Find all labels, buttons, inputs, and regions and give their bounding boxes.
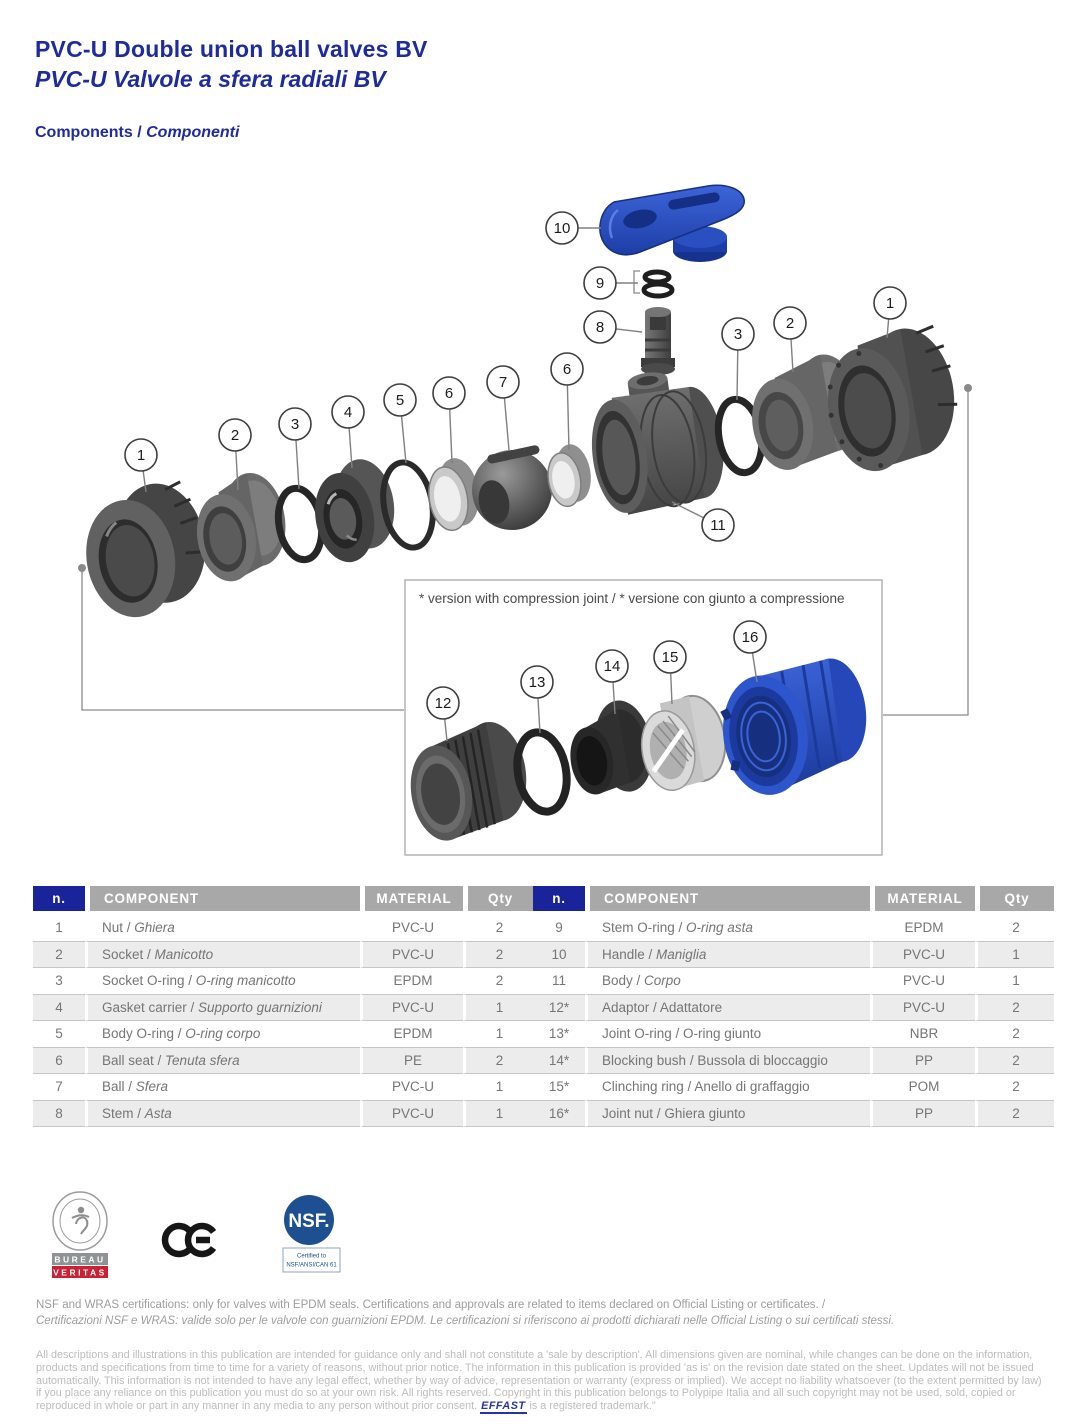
- header-qty: Qty: [463, 886, 533, 915]
- svg-text:3: 3: [290, 416, 300, 433]
- svg-text:2: 2: [230, 427, 240, 444]
- page-title: PVC-U Double union ball valves BV: [35, 36, 428, 62]
- callout-3: [279, 408, 311, 489]
- cell-number: 3: [33, 968, 85, 995]
- cell-component: Ball / Sfera: [85, 1074, 360, 1101]
- table-row: [33, 942, 533, 969]
- cell-material: POM: [870, 1074, 975, 1101]
- callout-10: [546, 212, 601, 244]
- cell-material: PVC-U: [870, 968, 975, 995]
- table-header-row: [33, 886, 533, 915]
- cell-number: 16*: [533, 1101, 585, 1128]
- callout-4: [332, 396, 364, 468]
- cell-qty: 1: [463, 1074, 533, 1101]
- section-heading-sep: /: [132, 124, 147, 141]
- table-row: [33, 1048, 533, 1075]
- page-subtitle: PVC-U Valvole a sfera radiali BV: [35, 66, 386, 92]
- cell-qty: 1: [463, 1101, 533, 1128]
- cell-material: PVC-U: [360, 995, 463, 1022]
- cell-number: 6: [33, 1048, 85, 1075]
- cell-material: PVC-U: [870, 942, 975, 969]
- veritas-figure-icon: [78, 1207, 84, 1213]
- cell-qty: 1: [975, 968, 1054, 995]
- cell-qty: 1: [975, 942, 1054, 969]
- svg-text:16: 16: [741, 629, 759, 646]
- part-nut-right: [816, 322, 966, 478]
- part-body: [582, 364, 731, 519]
- table-row: [33, 1021, 533, 1048]
- cell-material: PVC-U: [360, 1074, 463, 1101]
- cell-material: PE: [360, 1048, 463, 1075]
- cell-component: Body / Corpo: [585, 968, 870, 995]
- cell-component: Handle / Maniglia: [585, 942, 870, 969]
- cell-number: 10: [533, 942, 585, 969]
- svg-text:13: 13: [528, 674, 546, 691]
- header-qty: Qty: [975, 886, 1054, 915]
- svg-text:2: 2: [785, 315, 795, 332]
- certification-note: [36, 1297, 1036, 1329]
- header-n: n.: [533, 886, 585, 915]
- cell-material: PVC-U: [360, 942, 463, 969]
- table-row: [33, 1101, 533, 1128]
- cell-component: Joint O-ring / O-ring giunto: [585, 1021, 870, 1048]
- section-heading-en: Components: [35, 124, 133, 141]
- cell-material: EPDM: [360, 968, 463, 995]
- cell-number: 12*: [533, 995, 585, 1022]
- cell-material: EPDM: [360, 1021, 463, 1048]
- part-nut-left: [75, 476, 216, 624]
- cell-component: Gasket carrier / Supporto guarnizioni: [85, 995, 360, 1022]
- cell-qty: 2: [975, 1074, 1054, 1101]
- section-heading-it: Componenti: [146, 124, 240, 141]
- header-component: COMPONENT: [585, 886, 870, 915]
- cell-qty: 2: [463, 1048, 533, 1075]
- cell-number: 15*: [533, 1074, 585, 1101]
- cell-qty: 1: [463, 1021, 533, 1048]
- cell-component: Socket O-ring / O-ring manicotto: [85, 968, 360, 995]
- cell-qty: 2: [975, 1048, 1054, 1075]
- svg-text:1: 1: [136, 447, 146, 464]
- table-row: [533, 915, 1054, 942]
- cell-component: Body O-ring / O-ring corpo: [85, 1021, 360, 1048]
- svg-text:VERITAS: VERITAS: [53, 1267, 107, 1278]
- certification-note-it: Certificazioni NSF e WRAS: valide solo per le valvole con guarnizioni EPDM. Le certificazioni si riferiscono ai prodotti dichiarati nelle Official Listing o sui certificati stessi.: [36, 1315, 895, 1327]
- bureau-veritas-logo: [52, 1192, 108, 1278]
- cell-number: 13*: [533, 1021, 585, 1048]
- cell-component: Adaptor / Adattatore: [585, 995, 870, 1022]
- cell-material: NBR: [870, 1021, 975, 1048]
- table-row: [33, 915, 533, 942]
- table-row: [533, 942, 1054, 969]
- svg-text:4: 4: [343, 404, 353, 421]
- inset-note: * version with compression joint / * versione con giunto a compressione: [419, 591, 845, 606]
- svg-text:8: 8: [595, 319, 605, 336]
- part-stem-orings: [634, 271, 672, 296]
- cell-qty: 2: [975, 1021, 1054, 1048]
- cell-number: 9: [533, 915, 585, 942]
- cell-material: PVC-U: [360, 1101, 463, 1128]
- effast-logo: EFFAST: [481, 1400, 526, 1413]
- svg-text:3: 3: [733, 326, 743, 343]
- cell-component: Nut / Ghiera: [85, 915, 360, 942]
- cell-material: PVC-U: [360, 915, 463, 942]
- table-row: [33, 968, 533, 995]
- svg-text:Certified to: Certified to: [296, 1253, 327, 1260]
- disclaimer-text-end: is a registered trademark.": [526, 1400, 656, 1413]
- cell-number: 1: [33, 915, 85, 942]
- cell-number: 7: [33, 1074, 85, 1101]
- svg-text:6: 6: [444, 385, 454, 402]
- cell-qty: 2: [975, 995, 1054, 1022]
- cell-material: PP: [870, 1048, 975, 1075]
- header-material: MATERIAL: [360, 886, 463, 915]
- cell-number: 4: [33, 995, 85, 1022]
- part-stem: [641, 307, 675, 375]
- table-row: [533, 1101, 1054, 1128]
- cell-component: Stem / Asta: [85, 1101, 360, 1128]
- components-table-right: [533, 886, 1054, 1127]
- cell-qty: 2: [463, 968, 533, 995]
- svg-text:6: 6: [562, 361, 572, 378]
- callout-7: [487, 366, 519, 450]
- cell-number: 8: [33, 1101, 85, 1128]
- cell-number: 5: [33, 1021, 85, 1048]
- header-component: COMPONENT: [85, 886, 360, 915]
- table-row: [533, 968, 1054, 995]
- svg-text:7: 7: [498, 374, 508, 391]
- cell-component: Blocking bush / Bussola di bloccaggio: [585, 1048, 870, 1075]
- cell-component: Joint nut / Ghiera giunto: [585, 1101, 870, 1128]
- certification-logos: [0, 1180, 1074, 1290]
- cell-component: Clinching ring / Anello di graffaggio: [585, 1074, 870, 1101]
- cell-qty: 2: [463, 942, 533, 969]
- svg-text:10: 10: [553, 220, 571, 237]
- cell-qty: 2: [975, 915, 1054, 942]
- header-material: MATERIAL: [870, 886, 975, 915]
- svg-text:NSF/ANSI/CAN 61: NSF/ANSI/CAN 61: [286, 1262, 337, 1269]
- part-handle: [600, 185, 744, 262]
- cell-component: Socket / Manicotto: [85, 942, 360, 969]
- table-row: [33, 995, 533, 1022]
- cell-material: PVC-U: [870, 995, 975, 1022]
- svg-text:11: 11: [710, 517, 726, 534]
- svg-text:9: 9: [595, 275, 605, 292]
- cell-material: EPDM: [870, 915, 975, 942]
- callout-6: [433, 377, 465, 463]
- svg-text:1: 1: [885, 295, 895, 312]
- table-header-row: [533, 886, 1054, 915]
- callout-2: [774, 307, 806, 372]
- cell-component: Stem O-ring / O-ring asta: [585, 915, 870, 942]
- callout-6: [551, 353, 583, 450]
- svg-text:NSF.: NSF.: [288, 1211, 330, 1232]
- svg-text:15: 15: [661, 649, 679, 666]
- header-n: n.: [33, 886, 85, 915]
- cell-number: 11: [533, 968, 585, 995]
- cell-qty: 2: [975, 1101, 1054, 1128]
- table-row: [533, 995, 1054, 1022]
- callout-3: [722, 318, 754, 400]
- table-row: [533, 1074, 1054, 1101]
- svg-text:5: 5: [395, 392, 405, 409]
- cell-qty: 2: [463, 915, 533, 942]
- cell-number: 2: [33, 942, 85, 969]
- ce-mark-icon: [165, 1226, 213, 1254]
- legal-disclaimer: [36, 1349, 1044, 1413]
- table-row: [533, 1021, 1054, 1048]
- disclaimer-text: All descriptions and illustrations in this publication are intended for guidance only and shall not constitute a 'sale by description'. All dimensions given are nominal, while changes can be done on the information, products and specifications from time to time for a variety of reasons, without prior notice. The information in this publication is provided 'as is' on the revision date stated on the sheet. Updates will not be issued automatically. This information is not intended to have any legal effect, whether by way of advice, representation or warranty (express or implied). We accept no liability whatsoever (to the extent permitted by law) if you place any reliance on this publication you must do so at your own risk. All rights reserved. Copyright in this publication belongs to Polypipe Italia and all such copyright may not be used, sold, copied or reproduced in whole or part in any manner in any media to any person without prior consent.: [36, 1349, 1042, 1413]
- certification-note-en: NSF and WRAS certifications: only for valves with EPDM seals. Certifications and approvals are related to items declared on Official Listing or certificates. /: [36, 1299, 826, 1311]
- callout-8: [584, 311, 642, 343]
- svg-text:12: 12: [434, 695, 452, 712]
- nsf-logo: [283, 1195, 340, 1272]
- cell-number: 14*: [533, 1048, 585, 1075]
- table-row: [33, 1074, 533, 1101]
- components-table-left: [33, 886, 533, 1127]
- callout-11: [672, 502, 734, 541]
- svg-text:14: 14: [603, 658, 621, 675]
- cell-material: PP: [870, 1101, 975, 1128]
- callout-9: [584, 267, 638, 299]
- svg-text:BUREAU: BUREAU: [54, 1254, 106, 1265]
- part-ball: [472, 444, 552, 530]
- callout-5: [384, 384, 416, 463]
- table-row: [533, 1048, 1054, 1075]
- cell-component: Ball seat / Tenuta sfera: [85, 1048, 360, 1075]
- cell-qty: 1: [463, 995, 533, 1022]
